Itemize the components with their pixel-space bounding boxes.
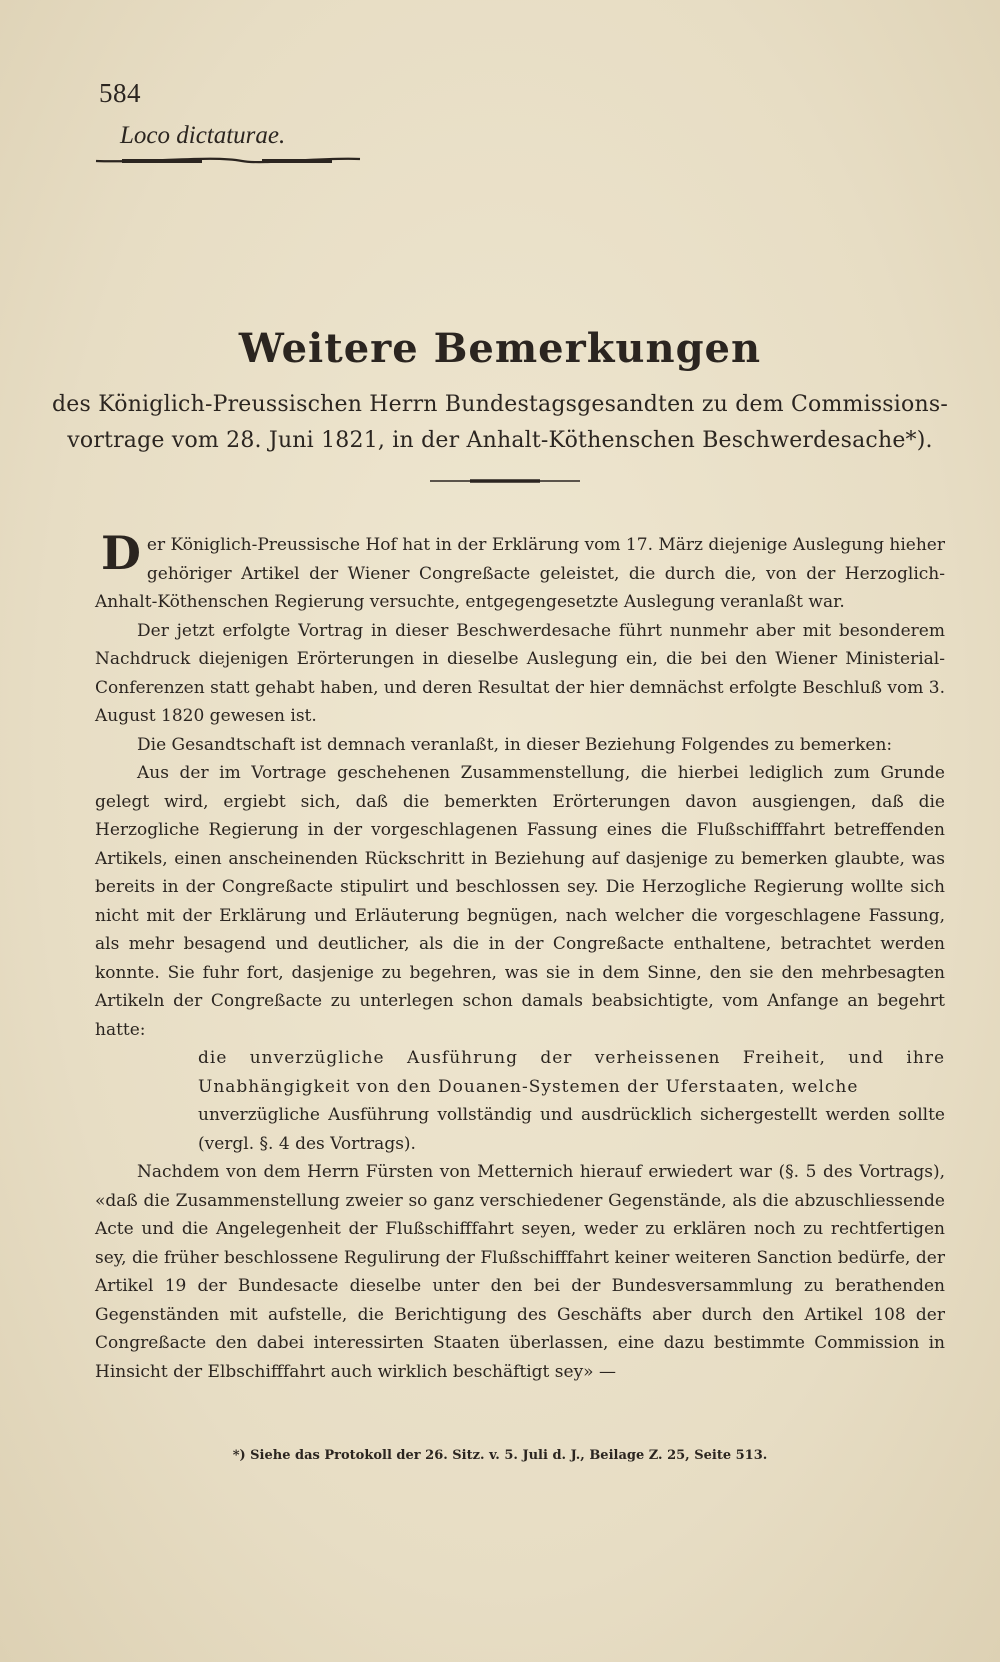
paragraph: Nachdem von dem Herrn Fürsten von Metternich hierauf erwiedert war (§. 5 des Vortrags), «daß die Zusammenstellung zweier so ganz verschiedener Gegenstände, als die abzuschliessende Acte und die Angelegenheit der Flußschifffahrt seyen, weder zu erklären noch zu rechtfertigen sey, die früher beschlossene Regulirung der Flußschifffahrt keiner weiteren Sanction bedürfe, der Artikel 19 der Bundesacte dieselbe unter den bei der Bundesversammlung zu berathenden Gegenständen mit aufstelle, die Berichtigung des Geschäfts aber durch den Artikel 108 der Congreßacte den dabei interessirten Staaten überlassen, eine dazu bestimmte Commission in Hinsicht der Elbschifffahrt auch wirklich beschäftigt sey» — [95,1162,945,1382]
footnote: *) Siehe das Protokoll der 26. Sitz. v. 5. Juli d. J., Beilage Z. 25, Seite 513. [232,1448,768,1463]
paragraph: Aus der im Vortrage geschehenen Zusammenstellung, die hierbei lediglich zum Grunde gelegt wird, ergiebt sich, daß die bemerkten Erörterungen davon ausgiengen, daß die Herzogliche Regierung in der vorgeschlagenen Fassung eines die Flußschifffahrt betreffenden Artikels, einen anscheinenden Rückschritt in Beziehung auf dasjenige zu bemerken glaubte, was bereits in der Congreßacte stipulirt und beschlossen sey. Die Herzogliche Regierung wollte sich nicht mit der Erklärung und Erläuterung begnügen, nach welcher die vorgeschlagene Fassung, als mehr besagend und deutlicher, als die in der Congreßacte enthaltene, betrachtet werden konnte. Sie fuhr fort, dasjenige zu begehren, was sie in dem Sinne, den sie den mehrbesagten Artikeln der Congreßacte zu unterlegen schon damals beabsichtigte, vom Anfange an begehrt hatte: [95,763,945,1040]
drop-cap: D [101,526,141,580]
body-text [95,526,945,1386]
page-number: 584 [99,78,141,108]
paragraph [95,526,945,617]
subtitle-line-2: vortrage vom 28. Juni 1821, in der Anhalt-Köthenschen Beschwerdesache*). [67,428,933,453]
subtitle-line-1: des Königlich-Preussischen Herrn Bundestagsgesandten zu dem Commissions- [52,392,948,417]
decorative-rule [92,153,362,167]
paragraph: Die Gesandtschaft ist demnach veranlaßt, in dieser Beziehung Folgendes zu bemerken: [137,734,893,755]
paragraph: Der jetzt erfolgte Vortrag in dieser Beschwerdesache führt nunmehr aber mit besonderem Nachdruck diejenigen Erörterungen in dieselbe Auslegung ein, die bei den Wiener Ministerial-Conferenzen statt gehabt haben, und deren Resultat der hier demnächst erfolgte Beschluß vom 3. August 1820 gewesen ist. [95,620,945,726]
paragraph-text: er Königlich-Preussische Hof hat in der Erklärung vom 17. März diejenige Auslegung hieher gehöriger Artikel der Wiener Congreßacte geleistet, die durch die, von der Herzoglich-Anhalt-Köthenschen Regierung versuchte, entgegengesetzte Auslegung veranlaßt war. [95,535,945,612]
section-divider [430,477,580,485]
quote-text: unverzügliche Ausführung vollständig und ausdrücklich sichergestellt werden sollte (vergl. §. 4 des Vortrags). [198,1105,945,1154]
document-title: Weitere Bemerkungen [238,325,762,372]
running-head: Loco dictaturae. [120,122,286,149]
quote-text: die unverzügliche Ausführung der verheissenen Freiheit, und ihre Unabhängigkeit von den Douanen-Systemen der Uferstaaten, welche [198,1048,945,1097]
